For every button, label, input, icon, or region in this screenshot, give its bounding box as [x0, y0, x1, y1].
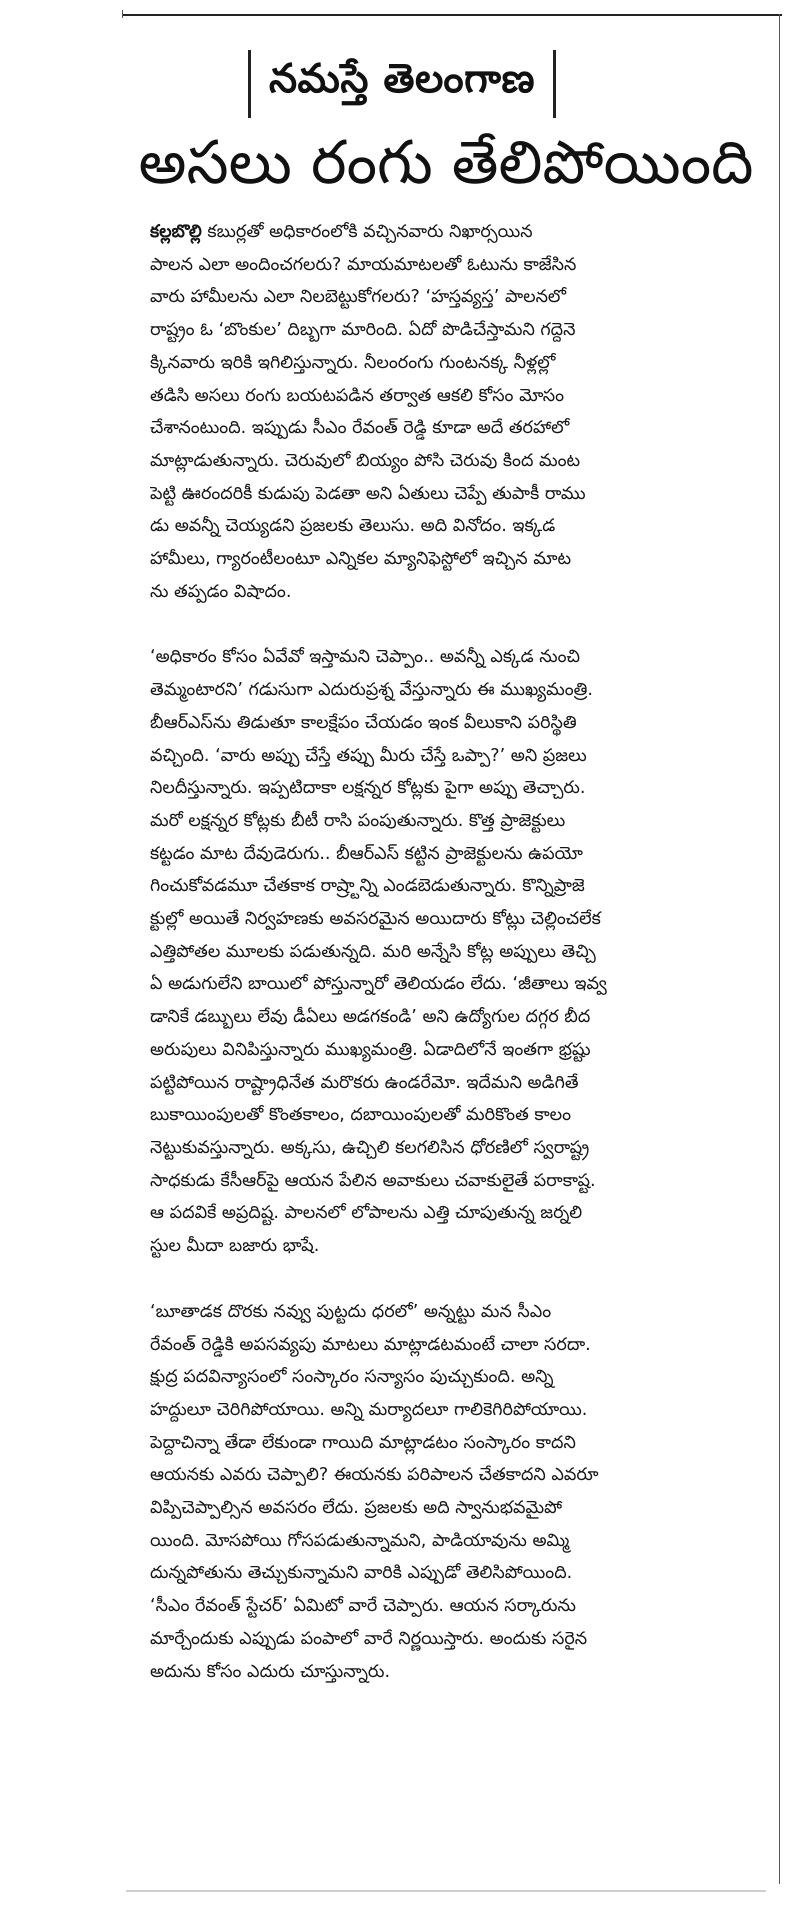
line-text: డానికే డబ్బులు లేవు డీఏలు అడగకండి’ అని ఉద్యోగుల దగ్గర బీద: [150, 1007, 591, 1028]
paragraph-line: [150, 1001, 762, 1034]
line-text: డు అవన్నీ చెయ్యడని ప్రజలకు తెలుసు. అది వినోదం. ఇక్కడ: [150, 516, 556, 537]
line-text: పెద్దాచిన్నా తేడా లేకుండా గాయిది మాట్లాడటం సంస్కారం కాదని: [150, 1432, 576, 1453]
paragraph-line: [150, 1034, 762, 1067]
line-text: గించుకోవడమూ చేతకాక రాష్ర్టాన్ని ఎండబెడుతున్నారు. కొన్నిప్రాజె: [150, 876, 585, 897]
line-text: మరో లక్షన్నర కోట్లకు బీటీ రాసి పంపుతున్నారు. కొత్త ప్రాజెక్టులు: [150, 810, 566, 831]
line-text: ఎత్తిపోతల మూలకు పడుతున్నది. మరి అన్నేసి కోట్ల అప్పులు తెచ్చి: [150, 941, 596, 962]
line-text: ఆయనకు ఎవరు చెప్పాలి? ఈయనకు పరిపాలన చేతకాదని ఎవరూ: [150, 1465, 599, 1486]
paragraph-line: [150, 249, 762, 282]
paragraph-line: [150, 1427, 762, 1460]
line-text: ‘బూతాడక దొరకు నవ్వు పుట్టదు ధరలో’ అన్నట్టు మన సీఎం: [150, 1301, 552, 1322]
line-text: వచ్చింది. ‘వారు అప్పు చేస్తే తప్పు మీరు చేస్తే ఒప్పా?’ అని ప్రజలు: [150, 745, 587, 766]
article-paragraph: [150, 216, 762, 608]
paragraph-line: [150, 1623, 762, 1656]
paragraph-line: [150, 1492, 762, 1525]
paragraph-line: [150, 1165, 762, 1198]
line-text: కబుర్లతో అధికారంలోకి వచ్చినవారు నిఖార్సయిన: [201, 222, 533, 242]
headline: అసలు రంగు తేలిపోయింది: [138, 128, 754, 198]
line-text: క్షుద్ర పదవిన్యాసంలో సంస్కారం సన్యాసం పుచ్చుకుంది. అన్ని: [150, 1367, 554, 1388]
line-text: నిలదీస్తున్నారు. ఇప్పటిదాకా లక్షన్నర కోట్లకు పైగా అప్పు తెచ్చారు.: [150, 778, 586, 799]
line-text: ఆ పదవికే అప్రదిష్ట. పాలనలో లోపాలను ఎత్తి చూపుతున్న జర్నలి: [150, 1203, 583, 1224]
line-text: పాలన ఎలా అందించగలరు? మాయమాటలతో ఓటును కాజేసిన: [150, 254, 577, 275]
paragraph-lead-word: కల్లబొల్లి: [150, 222, 202, 242]
paragraph-line: [150, 936, 762, 969]
left-border-stub: [122, 10, 123, 18]
line-text: మాట్లాడుతున్నారు. చెరువులో బియ్యం పోసి చెరువు కింద మంట: [150, 450, 581, 471]
line-text: హద్దులూ చెరిగిపోయాయి. అన్ని మర్యాదలూ గాలికెగిరిపోయాయి.: [150, 1399, 588, 1420]
paragraph-line: [150, 380, 762, 413]
article-paragraph: [150, 1296, 762, 1688]
line-text: రేవంత్ రెడ్డికి అపసవ్యపు మాటలు మాట్లాడటమంటే చాలా సరదా.: [150, 1334, 591, 1355]
paragraph-line: [150, 543, 762, 576]
paragraph-line: [150, 1132, 762, 1165]
paragraph-line: [150, 707, 762, 740]
line-text: పెట్టి ఊరందరికీ కుడుపు పెడతా అని ఏతులు చెప్పే తుపాకీ రాము: [150, 483, 586, 504]
paragraph-line: [150, 281, 762, 314]
line-text: ‘సీఎం రేవంత్ స్టేచర్’ ఏమిటో వారే చెప్పారు. ఆయన సర్కారును: [150, 1596, 576, 1617]
line-text: స్టుల మీదా బజారు భాషే.: [150, 1236, 320, 1257]
paragraph-line: [150, 1230, 762, 1263]
paragraph-line: [150, 772, 762, 805]
masthead-name: నమస్తే తెలంగాణ: [268, 56, 536, 102]
line-text: వారు హామీలను ఎలా నిలబెట్టుకోగలరు? ‘హస్తవ్యస్త’ పాలనలో: [150, 287, 567, 308]
line-text: క్కినవారు ఇరికి ఇగిలిస్తున్నారు. నీలంరంగు గుంటనక్క నీళ్లల్లో: [150, 352, 556, 373]
line-text: అదును కోసం ఎదురు చూస్తున్నారు.: [150, 1661, 391, 1682]
paragraph-line: [150, 478, 762, 511]
line-text: బుకాయింపులతో కొంతకాలం, దబాయింపులతో మరికొంత కాలం: [150, 1105, 572, 1126]
paragraph-line: [150, 805, 762, 838]
paragraph-line: [150, 1197, 762, 1230]
paragraph-line: [150, 1067, 762, 1100]
paragraph-line: [150, 347, 762, 380]
paragraph-line: [150, 1590, 762, 1623]
line-text: కట్టడం మాట దేవుడెరుగు.. బీఆర్ఎస్ కట్టిన ప్రాజెక్టులను ఉపయో: [150, 843, 583, 864]
masthead-left-bar: [248, 50, 251, 118]
line-text: ను తప్పడం విషాదం.: [150, 581, 292, 602]
masthead-right-bar: [553, 50, 556, 118]
line-text: తడిసి అసలు రంగు బయటపడిన తర్వాత ఆకలి కోసం మోసం: [150, 385, 565, 406]
paragraph-line: [150, 1459, 762, 1492]
line-text: విప్పిచెప్పాల్సిన అవసరం లేదు. ప్రజలకు అది స్వానుభవమైపో: [150, 1498, 563, 1519]
paragraph-line: [150, 510, 762, 543]
line-text: దున్నపోతును తెచ్చుకున్నామని వారికి ఎప్పుడో తెలిసిపోయింది.: [150, 1563, 573, 1584]
paragraph-line: [150, 412, 762, 445]
line-text: హామీలు, గ్యారంటీలంటూ ఎన్నికల మ్యానిఫెస్టోలో ఇచ్చిన మాట: [150, 549, 572, 570]
paragraph-line: [150, 1099, 762, 1132]
line-text: పట్టిపోయిన రాష్ట్రాధినేత మరొకరు ఉండరేమో. ఇదేమని అడిగితే: [150, 1072, 579, 1093]
line-text: అరుపులు వినిపిస్తున్నారు ముఖ్యమంత్రి. ఏడాదిలోనే ఇంతగా భ్రష్టు: [150, 1039, 591, 1060]
paragraph-line: [150, 1394, 762, 1427]
paragraph-line: [150, 1361, 762, 1394]
paragraph-line: [150, 1329, 762, 1362]
paragraph-line: [150, 445, 762, 478]
paragraph-line: [150, 740, 762, 773]
bottom-border-rule: [126, 1890, 766, 1892]
line-text: నెట్టుకువస్తున్నారు. అక్కసు, ఉచ్చిలి కలగలిసిన ధోరణిలో స్వరాష్ట్ర: [150, 1137, 590, 1158]
line-text: బీఆర్ఎస్‌ను తిడుతూ కాలక్షేపం చేయడం ఇంక వీలుకాని పరిస్థితి: [150, 712, 577, 733]
paragraph-line: [150, 1525, 762, 1558]
masthead: [248, 48, 556, 120]
line-text: రాష్ట్రం ఓ ‘బొంకుల’ దిబ్బగా మారింది. ఏదో పొడిచేస్తామని గద్దెనె: [150, 320, 576, 341]
paragraph-line: [150, 1557, 762, 1590]
line-text: యింది. మోసపోయి గోసపడుతున్నామని, పాడియావును అమ్మి: [150, 1530, 570, 1551]
paragraph-line: [150, 870, 762, 903]
line-text: మార్చేందుకు ఎప్పుడు పంపాలో వారే నిర్ణయిస్తారు. అందుకు సరైన: [150, 1628, 588, 1649]
paragraph-line: [150, 314, 762, 347]
paragraph-line: [150, 674, 762, 707]
paragraph-line: [150, 903, 762, 936]
paragraph-line: [150, 1296, 762, 1329]
paragraph-line: [150, 838, 762, 871]
top-border-rule: [122, 14, 782, 16]
article-paragraph: [150, 641, 762, 1262]
article-body: [150, 216, 762, 1721]
paragraph-line: [150, 216, 762, 249]
line-text: చేశానంటుంది. ఇప్పుడు సీఎం రేవంత్ రెడ్డి కూడా అదే తరహాలో: [150, 418, 570, 439]
line-text: సాధకుడు కేసీఆర్‌పై ఆయన పేలిన అవాకులు చవాకులైతే పరాకాష్ట.: [150, 1170, 596, 1191]
paragraph-line: [150, 968, 762, 1001]
line-text: తెమ్మంటారని’ గడుసుగా ఎదురుప్రశ్న వేస్తున్నారు ఈ ముఖ్యమంత్రి.: [150, 680, 593, 701]
line-text: ‘అధికారం కోసం ఏవేవో ఇస్తామని చెప్పాం.. అవన్నీ ఎక్కడ నుంచి: [150, 647, 581, 668]
paragraph-line: [150, 576, 762, 609]
paragraph-line: [150, 1656, 762, 1689]
line-text: ఏ అడుగులేని బాయిలో పోస్తున్నారో తెలియడం లేదు. ‘జీతాలు ఇవ్వ: [150, 974, 607, 995]
line-text: క్టుల్లో అయితే నిర్వహణకు అవసరమైన అయిదారు కోట్లు చెల్లించలేక: [150, 909, 601, 930]
paragraph-line: [150, 641, 762, 674]
column-divider-rule: [779, 14, 780, 1884]
